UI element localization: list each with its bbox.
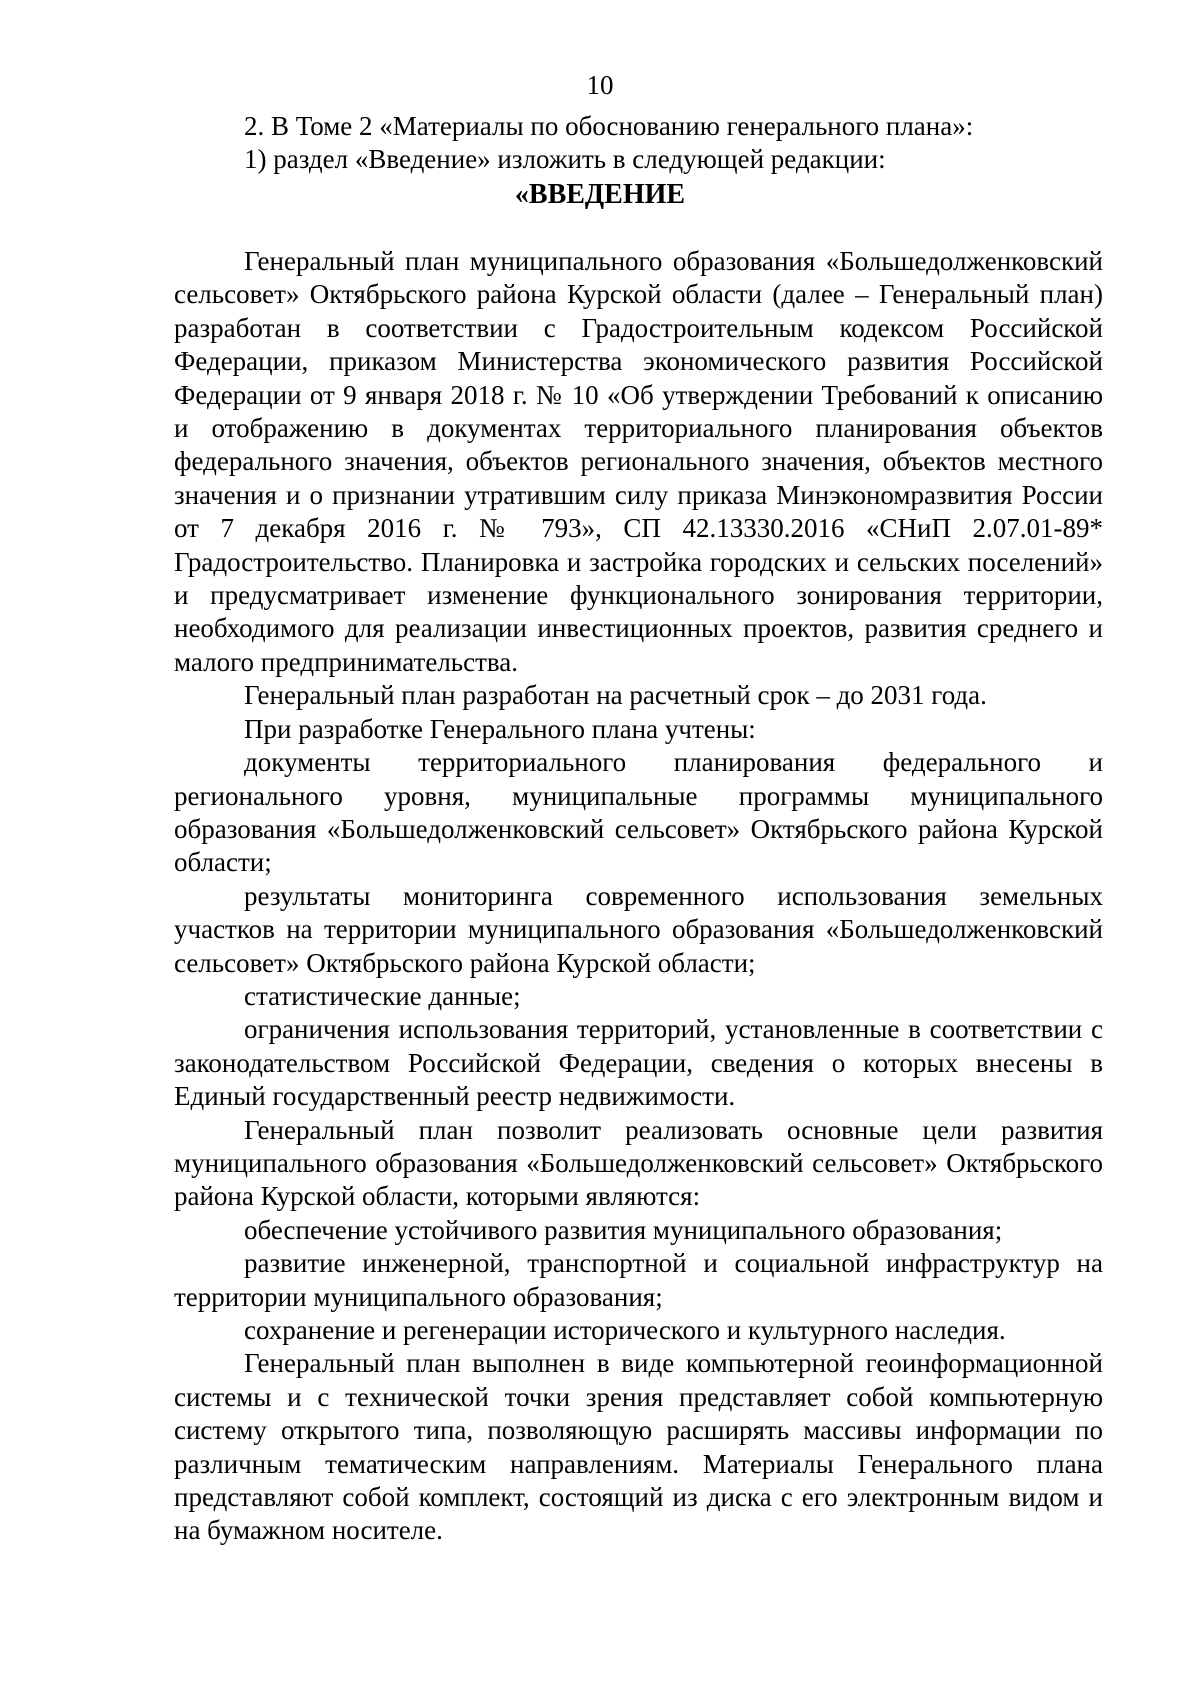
paragraph: Генеральный план разработан на расчетный срок – до 2031 года. <box>244 680 987 711</box>
amendment-item: 2. В Томе 2 «Материалы по обоснованию генерального плана»: <box>244 111 974 141</box>
paragraph: При разработке Генерального плана учтены: <box>244 713 756 744</box>
amendment-subitem: 1) раздел «Введение» изложить в следующей редакции: <box>244 144 886 174</box>
paragraph: Генеральный план выполнен в виде компьютерной геоинформационной системы и с технической точки зрения представляет собой компьютерную систему открытого типа, позволяющую расширять массивы информации по различным тематическим направлениям. Материалы Генерального плана представляют собой комплект, состоящий из диска с его электронным видом и на бумажном носителе. <box>174 1348 1103 1546</box>
page-number: 10 <box>586 70 614 100</box>
list-item: сохранение и регенерации исторического и культурного наследия. <box>244 1315 1006 1345</box>
section-body <box>174 245 1103 1548</box>
list-item: ограничения использования территорий, установленные в соответствии с законодательством Российской Федерации, сведения о которых внесены в Единый государственный реестр недвижимости. <box>174 1014 1103 1112</box>
list-item: результаты мониторинга современного использования земельных участков на территории муниципального образования «Большедолженковский сельсовет» Октябрьского района Курской области; <box>174 880 1103 978</box>
paragraph: Генеральный план позволит реализовать основные цели развития муниципального образования «Большедолженковский сельсовет» Октябрьского района Курской области, которыми являются: <box>174 1114 1103 1212</box>
section-title: «ВВЕДЕНИЕ <box>514 179 686 210</box>
list-item: статистические данные; <box>244 980 521 1011</box>
amendment-header <box>244 110 1104 176</box>
list-item: документы территориального планирования федерального и регионального уровня, муниципальные программы муниципального образования «Большедолженковский сельсовет» Октябрьского района Курской области; <box>174 747 1103 878</box>
list-item: обеспечение устойчивого развития муниципального образования; <box>244 1214 1003 1245</box>
paragraph: Генеральный план муниципального образования «Большедолженковский сельсовет» Октябрьского района Курской области (далее – Генеральный план) разработан в соответствии с Градостроительным кодексом Российской Федерации, приказом Министерства экономического развития Российской Федерации от 9 января 2018 г. № 10 «Об утверждении Требований к описанию и отображению в документах территориального планирования объектов федерального значения, объектов регионального значения, объектов местного значения и о признании утратившим силу приказа Минэкономразвития России от 7 декабря 2016 г. № 793», СП 42.13330.2016 «СНиП 2.07.01-89* Градостроительство. Планировка и застройка городских и сельских поселений» и предусматривает изменение функционального зонирования территории, необходимого для реализации инвестиционных проектов, развития среднего и малого предпринимательства. <box>174 246 1103 677</box>
list-item: развитие инженерной, транспортной и социальной инфраструктур на территории муниципального образования; <box>174 1248 1103 1312</box>
